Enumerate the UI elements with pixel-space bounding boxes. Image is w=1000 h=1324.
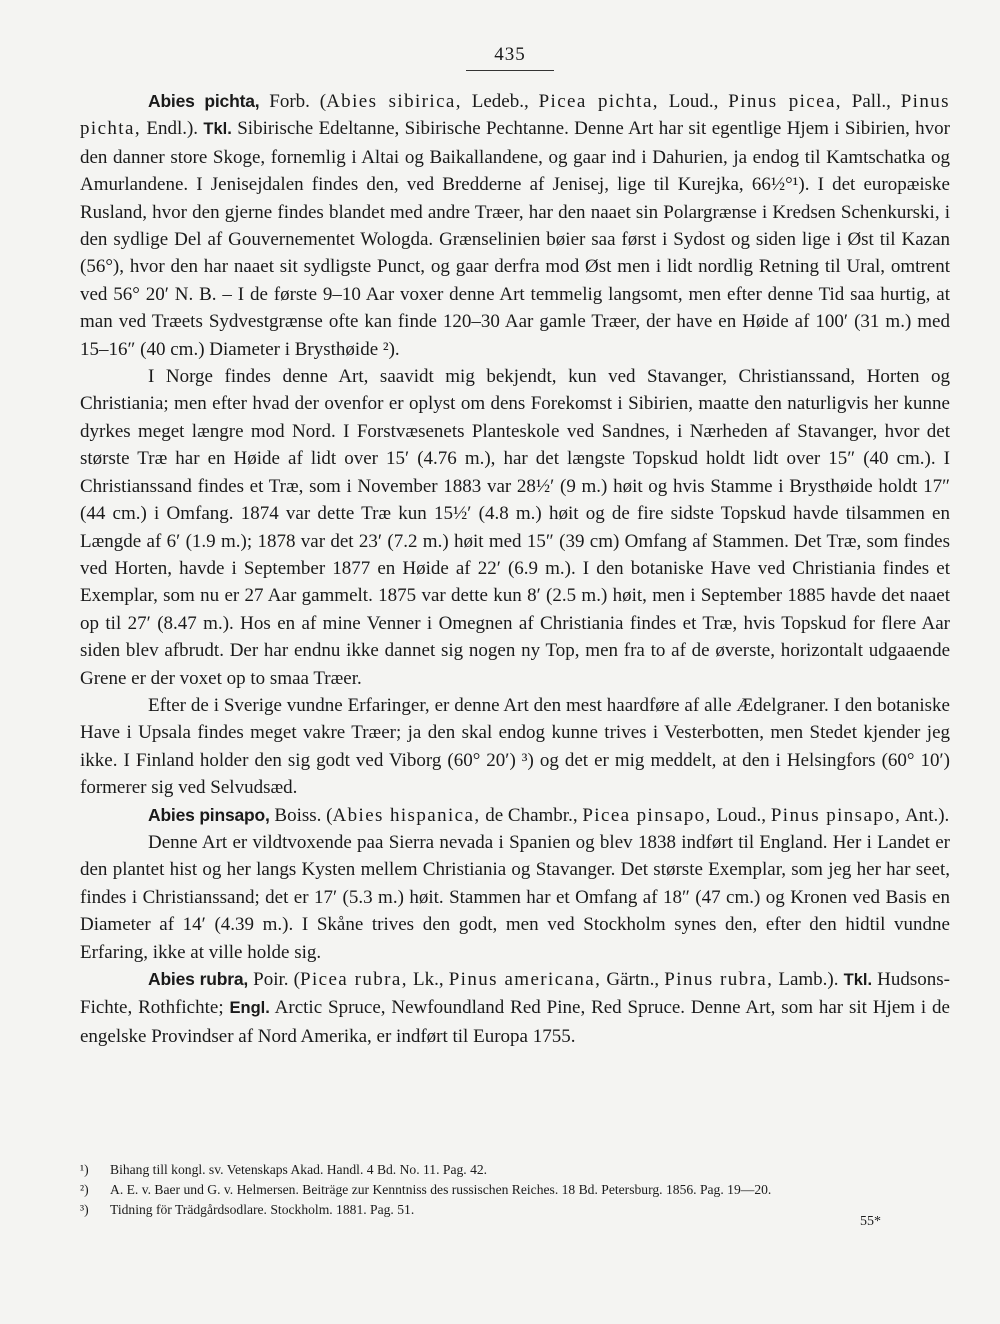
species-heading: Abies pinsapo, (148, 804, 270, 825)
footnote: ³) Tidning för Trädgårdsodlare. Stockholm. 1881. Pag. 51. (80, 1202, 415, 1217)
footnote: ¹) Bihang till kongl. sv. Vetenskaps Akad. Handl. 4 Bd. No. 11. Pag. 42. (80, 1162, 488, 1177)
footnote: ²) A. E. v. Baer und G. v. Helmersen. Beiträge zur Kenntniss des russischen Reiches. 18 Bd. Petersburg. 1856. Pag. 19—20. (80, 1182, 772, 1197)
entry-abies-pinsapo: Abies pinsapo, Boiss. (Abies hispanica, de Chambr., Picea pinsapo, Loud., Pinus pinsapo, Ant.). (148, 804, 950, 826)
species-heading: Abies pichta, (148, 91, 260, 111)
page-number: 435 (466, 44, 554, 71)
species-heading: Abies rubra, (148, 969, 249, 989)
paragraph: Denne Art er vildtvoxende paa Sierra nevada i Spanien og blev 1838 indført til England. Her i Landet er den plantet hist og her langs Kysten mellem Christiania og Stavanger. Det største Exemplar, som jeg her har seet, findes i Christianssand; det er 17′ (5.3 m.) høit. Stammen har et Omfang af 18″ (47 cm.) og Kronen ved Basis en Diameter af 14′ (4.39 m.). I Skåne trives den godt, men ved Stockholm synes den, efter den hidtil vundne Erfaring, ikke at ville holde sig. (80, 831, 950, 963)
paragraph: I Norge findes denne Art, saavidt mig bekjendt, kun ved Stavanger, Christianssand, Horten og Christiania; men efter hvad der ovenfor er oplyst om dens Forekomst i Sibirien, maatte den naturligvis her kunne dyrkes meget længre mod Nord. I Forstvæsenets Planteskole ved Sandnes, i Nærheden af Stavanger, hvor det største Træ har en Høide af lidt over 15′ (4.76 m.), har det længste Topskud holdt lidt over 15″ (40 cm.). I Christianssand findes et Træ, som i November 1883 var 28½′ (9 m.) høit og hvis Stamme i Brysthøide holdt 17″ (44 cm.) i Omfang. 1874 var dette Træ kun 15½′ (4.8 m.) høit og de fire sidste Topskud havde tilsammen en Længde af 6′ (1.9 m.); 1878 var det 23′ (7.2 m.) høit med 15″ (39 cm) Omfang af Stammen. Det Træ, som findes ved Horten, havde i September 1877 en Høide af 22′ (6.9 m.). I den botaniske Have ved Christiania findes et Exemplar, som nu er 27 Aar gammelt. 1875 var dette kun 8′ (2.5 m.) høit, men i September 1885 havde det naaet op til 27′ (8.47 m.). Hos en af mine Venner i Omegnen af Christiania findes et Træ, hvis Topskud for flere Aar siden blev afbrudt. Der har endnu ikke dannet sig nogen ny Top, men fra to af de øverste, horizontalt udgaaende Grene er der voxet op to smaa Træer. (80, 366, 950, 689)
footnotes (80, 1160, 950, 1220)
entry-abies-rubra: Abies rubra, Poir. (Picea rubra, Lk., Pinus americana, Gärtn., Pinus rubra, Lamb.). Tkl. Hudsons-Fichte, Rothfichte; Engl. Arctic Spruce, Newfoundland Red Pine, Red Spruce. Denne Art, som har sit Hjem i de engelske Provindser af Nord Amerika, er indført til Europa 1755. (80, 969, 950, 1047)
entry-abies-pichta: Abies pichta, Forb. (Abies sibirica, Ledeb., Picea pichta, Loud., Pinus picea, Pall., Pinus pichta, Endl.). Tkl. Sibirische Edeltanne, Sibirische Pechtanne. Denne Art har sit egentlige Hjem i Sibirien, hvor den danner store Skoge, fornemlig i Altai og Baikallandene, og gaar ind i Dahurien, ja endog til Kamtschatka og Amurlandene. I Jenisejdalen findes den, ved Bredderne af Jenisej, lige til Kurejka, 66½°¹). I det europæiske Rusland, hvor den gjerne findes blandet med andre Træer, har den naaet sin Polargrænse i Kredsen Schenkurski, i den sydlige Del af Gouvernementet Wologda. Grænselinien bøier saa først i Sydost og siden lige i Øst til Kazan (56°), hvor den har naaet sit sydligste Punct, og gaar derfra mod Øst men i lidt nordlig Retning til Ural, omtrent ved 56° 20′ N. B. – I de første 9–10 Aar voxer denne Art temmelig langsomt, men efter denne Tid saa hurtig, at man ved Træets Sydvestgrænse ofte kan finde 120–30 Aar gamle Træer, der have en Høide af 100′ (31 m.) med 15–16″ (40 cm.) Diameter i Brysthøide ²). (80, 91, 950, 360)
body-text (80, 88, 950, 1050)
signature-mark: 55* (860, 1214, 881, 1229)
paragraph: Efter de i Sverige vundne Erfaringer, er denne Art den mest haardføre af alle Ædelgraner. I den botaniske Have i Upsala findes meget vakre Træer; ja den skal endog kunne trives i Vesterbotten, men Stedet kjender jeg ikke. I Finland holder den sig godt ved Viborg (60° 20′) ³) og det er mig meddelt, at den i Helsingfors (60° 10′) formerer sig ved Selvudsæd. (80, 694, 950, 799)
